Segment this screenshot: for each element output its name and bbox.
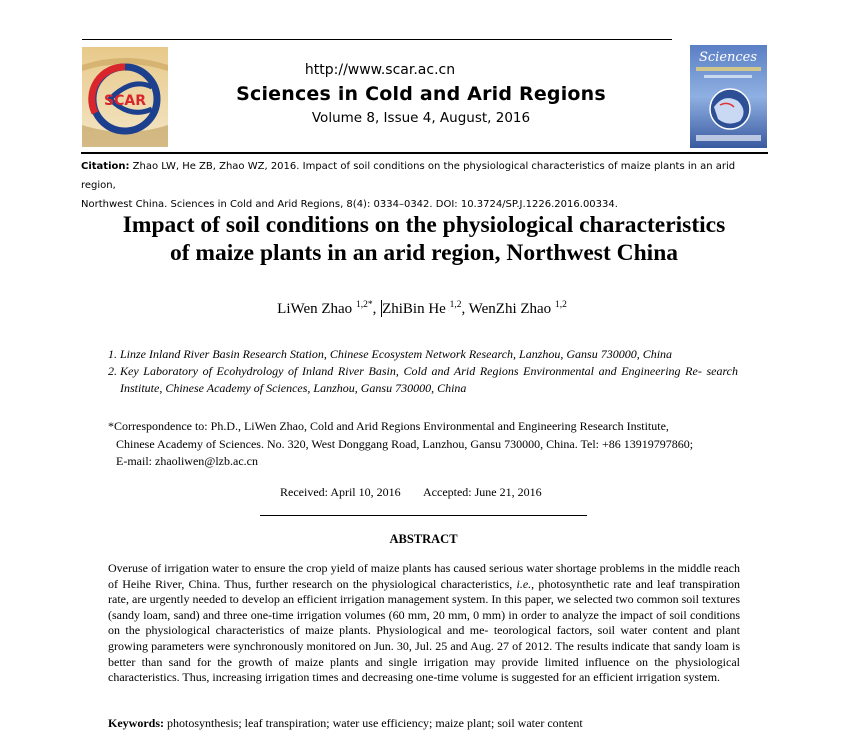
author-separator: , — [461, 301, 469, 317]
author-affiliation-marker: 1,2 — [554, 300, 567, 310]
correspondence-line2: Chinese Academy of Sciences. No. 320, West Donggang Road, Lanzhou, Gansu 730000, China. Tel: +86 13919797860; — [116, 436, 694, 451]
paper-title — [82, 211, 766, 267]
correspondence-line1: *Correspondence to: Ph.D., LiWen Zhao, Cold and Arid Regions Environmental and Engineering Research Institute, — [108, 419, 669, 433]
affiliation-number: 1. — [108, 347, 117, 361]
correspondence-email[interactable]: E-mail: zhaoliwen@lzb.ac.cn — [116, 454, 258, 468]
author-separator: , — [372, 301, 381, 317]
header-top-rule — [82, 39, 672, 40]
author-name: WenZhi Zhao — [468, 301, 555, 317]
affiliations — [108, 346, 738, 397]
abstract-ie: i.e. — [516, 576, 532, 591]
keywords-label: Keywords: — [108, 716, 164, 730]
affiliation-item — [108, 346, 738, 363]
affiliation-text: Linze Inland River Basin Research Station, Chinese Ecosystem Network Research, Lanzhou, Gansu 730000, China — [120, 347, 673, 361]
journal-cover-image — [690, 45, 767, 148]
svg-text:Sciences: Sciences — [698, 50, 758, 65]
abstract-heading: ABSTRACT — [389, 532, 458, 546]
abstract-rule — [260, 515, 587, 516]
abstract-text — [108, 561, 740, 686]
author-list — [200, 300, 644, 318]
author-affiliation-marker: 1,2 — [449, 300, 462, 310]
author-name: LiWen Zhao — [277, 301, 356, 317]
svg-text:SCAR: SCAR — [104, 93, 146, 109]
keywords-text: photosynthesis; leaf transpiration; water use efficiency; maize plant; soil water content — [164, 716, 583, 730]
citation-label: Citation: — [81, 161, 130, 172]
journal-logo-icon — [82, 47, 168, 147]
header-bottom-rule — [81, 152, 768, 154]
correspondence — [108, 418, 740, 471]
author-name: ZhiBin He — [382, 301, 450, 317]
citation — [81, 157, 771, 214]
citation-line1: Zhao LW, He ZB, Zhao WZ, 2016. Impact of soil conditions on the physiological characteristics of maize plants in an arid region, — [81, 161, 736, 191]
affiliation-text: Key Laboratory of Ecohydrology of Inland River Basin, Cold and Arid Regions Environmental and Engineering Re- search Institute, Chinese Academy of Sciences, Lanzhou, Gansu 730000, China — [120, 364, 738, 395]
affiliation-item — [108, 363, 738, 397]
journal-issue: Volume 8, Issue 4, August, 2016 — [311, 110, 531, 126]
abstract-text-part2: , photosynthetic rate and leaf transpiration rate, are urgently needed to develop an efficient irrigation management system. In this paper, we selected two common soil textures (sandy loam, sand) and three one-time irrigation volumes (60 mm, 20 mm, 0 mm) in order to analyze the impact of soil conditions on the physiological characteristics of maize plants. Physiological and me- teorological factors, soil water content and plant growing parameters were synchronously monitored on Jun. 30, Jul. 25 and Aug. 27 of 2012. The results indicate that sandy loam is better than sand for the growth of maize plants and single irrigation may provide limited influence on the physiological characteristics. Thus, increasing irrigation times and decreasing one-time volume is suggested for an efficient irrigation system. — [108, 576, 740, 685]
paper-title-line1: Impact of soil conditions on the physiological characteristics — [122, 212, 726, 238]
author-affiliation-marker: 1,2* — [355, 300, 373, 310]
affiliation-number: 2. — [108, 364, 117, 378]
citation-line2: Northwest China. Sciences in Cold and Arid Regions, 8(4): 0334–0342. DOI: 10.3724/SP.J.1226.2016.00334. — [81, 199, 618, 210]
keywords — [108, 716, 740, 731]
submission-dates — [280, 485, 570, 500]
abstract-text-part1: Overuse of irrigation water to ensure the crop yield of maize plants has caused serious water shortage problems in the middle reach of Heihe River, China. Thus, further research on the physiological characteristics, — [108, 561, 740, 591]
paper-title-line2: of maize plants in an arid region, Northwest China — [169, 240, 679, 266]
journal-title: Sciences in Cold and Arid Regions — [236, 83, 606, 105]
received-date: Received: April 10, 2016 — [280, 485, 401, 499]
accepted-date: Accepted: June 21, 2016 — [423, 485, 542, 499]
journal-url[interactable]: http://www.scar.ac.cn — [304, 62, 456, 78]
